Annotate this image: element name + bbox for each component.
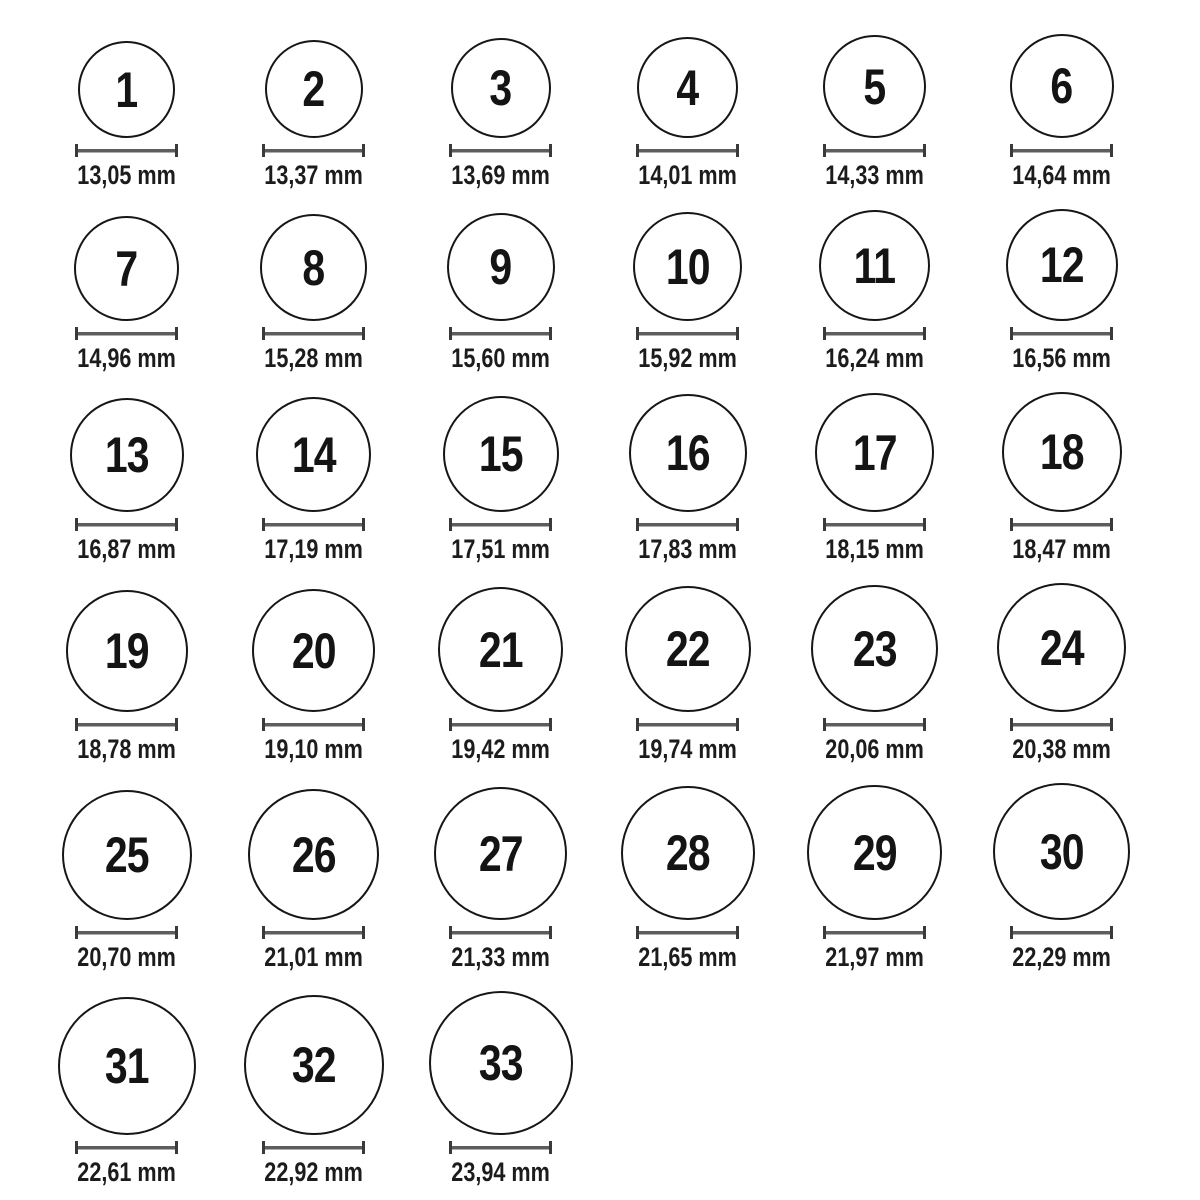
diameter-measure-bar	[636, 718, 739, 731]
ring-size-number: 33	[478, 1035, 523, 1092]
ring-size-cell	[33, 209, 220, 374]
diameter-label: 19,74 mm	[638, 734, 737, 765]
diameter-measure-bar	[75, 144, 178, 157]
ring-size-number: 9	[489, 239, 512, 296]
ring-circle	[621, 786, 755, 920]
diameter-label: 21,01 mm	[264, 942, 363, 973]
ring-size-cell	[33, 34, 220, 191]
diameter-measure-bar	[262, 518, 365, 531]
diameter-measure-bar	[262, 327, 365, 340]
ring-size-cell	[594, 34, 781, 191]
diameter-measure-bar	[636, 327, 739, 340]
ring-size-number: 31	[104, 1038, 149, 1095]
ring-size-cell	[220, 783, 407, 973]
ring-size-cell	[407, 34, 594, 191]
ring-size-cell	[220, 209, 407, 374]
ring-size-number: 3	[489, 60, 512, 116]
ring-size-number: 5	[863, 58, 886, 115]
ring-size-cell	[594, 209, 781, 374]
ring-size-number: 7	[115, 240, 138, 297]
ring-size-row	[33, 991, 1200, 1188]
ring-circle	[1010, 34, 1114, 138]
ring-circle	[637, 37, 738, 138]
ring-size-number: 27	[478, 825, 523, 882]
ring-size-number: 32	[291, 1037, 336, 1094]
ring-size-cell	[407, 583, 594, 765]
ring-circle	[451, 38, 551, 138]
ring-size-cell	[33, 392, 220, 565]
diameter-measure-bar	[449, 926, 552, 939]
ring-size-cell	[33, 783, 220, 973]
ring-size-number: 17	[852, 424, 897, 481]
diameter-label: 22,61 mm	[77, 1157, 176, 1188]
ring-size-number: 16	[665, 425, 710, 482]
ring-circle	[66, 590, 188, 712]
ring-circle	[447, 213, 555, 321]
ring-circle	[811, 585, 938, 712]
diameter-label: 13,69 mm	[451, 160, 550, 190]
ring-circle	[244, 995, 384, 1135]
diameter-label: 17,51 mm	[451, 534, 550, 565]
ring-circle	[248, 789, 379, 920]
diameter-measure-bar	[1010, 144, 1113, 157]
diameter-label: 16,56 mm	[1012, 343, 1111, 374]
ring-size-cell	[968, 209, 1155, 374]
ring-size-number: 22	[665, 621, 710, 678]
diameter-label: 13,05 mm	[77, 160, 176, 190]
ring-size-cell	[220, 392, 407, 565]
ring-size-number: 24	[1039, 619, 1084, 676]
ring-size-cell	[594, 583, 781, 765]
ring-circle	[625, 586, 751, 712]
diameter-label: 13,37 mm	[264, 160, 363, 190]
diameter-measure-bar	[636, 144, 739, 157]
ring-circle	[74, 216, 179, 321]
diameter-measure-bar	[1010, 926, 1113, 939]
ring-circle	[819, 210, 930, 321]
ring-size-number: 12	[1039, 237, 1084, 294]
ring-size-number: 11	[853, 237, 896, 294]
diameter-label: 15,60 mm	[451, 343, 550, 374]
diameter-measure-bar	[75, 1141, 178, 1154]
diameter-label: 21,33 mm	[451, 942, 550, 973]
diameter-label: 14,33 mm	[825, 160, 924, 190]
diameter-measure-bar	[449, 1141, 552, 1154]
diameter-measure-bar	[636, 926, 739, 939]
diameter-label: 14,64 mm	[1012, 160, 1111, 190]
diameter-measure-bar	[1010, 327, 1113, 340]
diameter-label: 15,28 mm	[264, 343, 363, 374]
ring-size-number: 30	[1039, 823, 1084, 880]
ring-circle	[429, 991, 573, 1135]
diameter-label: 19,10 mm	[264, 734, 363, 765]
ring-size-cell	[407, 392, 594, 565]
ring-size-number: 21	[478, 621, 523, 678]
ring-size-cell	[781, 783, 968, 973]
diameter-label: 17,83 mm	[638, 534, 737, 565]
diameter-label: 18,15 mm	[825, 534, 924, 565]
diameter-label: 18,78 mm	[77, 734, 176, 765]
diameter-measure-bar	[75, 926, 178, 939]
ring-size-cell	[781, 583, 968, 765]
diameter-measure-bar	[75, 327, 178, 340]
diameter-measure-bar	[449, 327, 552, 340]
ring-circle	[62, 790, 192, 920]
diameter-label: 21,97 mm	[825, 942, 924, 973]
ring-size-cell	[968, 392, 1155, 565]
diameter-measure-bar	[262, 144, 365, 157]
diameter-measure-bar	[823, 327, 926, 340]
ring-size-cell	[220, 991, 407, 1188]
ring-size-number: 29	[852, 824, 897, 881]
ring-size-cell	[407, 991, 594, 1188]
ring-circle	[265, 40, 363, 138]
ring-circle	[443, 396, 559, 512]
ring-size-cell	[33, 991, 220, 1188]
ring-circle	[70, 398, 184, 512]
ring-size-number: 8	[302, 239, 325, 296]
ring-size-cell	[220, 34, 407, 191]
diameter-measure-bar	[823, 926, 926, 939]
diameter-label: 16,87 mm	[77, 534, 176, 565]
ring-size-number: 25	[104, 827, 149, 884]
ring-size-number: 28	[665, 825, 710, 882]
ring-size-number: 19	[104, 623, 149, 680]
ring-circle	[993, 783, 1130, 920]
ring-size-cell	[407, 783, 594, 973]
diameter-measure-bar	[449, 518, 552, 531]
diameter-label: 14,96 mm	[77, 343, 176, 374]
diameter-label: 16,24 mm	[825, 343, 924, 374]
ring-size-cell	[407, 209, 594, 374]
diameter-label: 20,06 mm	[825, 734, 924, 765]
ring-size-cell	[781, 34, 968, 191]
ring-circle	[78, 41, 175, 138]
diameter-label: 18,47 mm	[1012, 534, 1111, 565]
diameter-measure-bar	[823, 518, 926, 531]
ring-size-cell	[781, 392, 968, 565]
diameter-label: 19,42 mm	[451, 734, 550, 765]
diameter-label: 20,70 mm	[77, 942, 176, 973]
ring-size-number: 15	[478, 426, 523, 483]
ring-size-number: 6	[1050, 58, 1073, 114]
ring-size-number: 18	[1039, 424, 1084, 481]
ring-circle	[633, 212, 742, 321]
diameter-measure-bar	[823, 718, 926, 731]
diameter-measure-bar	[636, 518, 739, 531]
ring-circle	[252, 589, 375, 712]
diameter-label: 23,94 mm	[451, 1157, 550, 1188]
diameter-measure-bar	[823, 144, 926, 157]
ring-circle	[1002, 392, 1122, 512]
ring-size-row	[33, 583, 1200, 765]
ring-size-row	[33, 392, 1200, 565]
diameter-measure-bar	[449, 144, 552, 157]
diameter-measure-bar	[262, 718, 365, 731]
diameter-label: 21,65 mm	[638, 942, 737, 973]
diameter-measure-bar	[449, 718, 552, 731]
diameter-measure-bar	[1010, 718, 1113, 731]
diameter-measure-bar	[75, 518, 178, 531]
ring-size-number: 23	[852, 620, 897, 677]
diameter-measure-bar	[262, 1141, 365, 1154]
ring-size-number: 13	[104, 427, 149, 484]
ring-circle	[434, 787, 567, 920]
ring-circle	[823, 35, 926, 138]
ring-circle	[807, 785, 942, 920]
ring-circle	[997, 583, 1126, 712]
ring-size-number: 26	[291, 826, 336, 883]
diameter-measure-bar	[262, 926, 365, 939]
diameter-label: 20,38 mm	[1012, 734, 1111, 765]
diameter-label: 17,19 mm	[264, 534, 363, 565]
ring-circle	[58, 997, 196, 1135]
diameter-label: 14,01 mm	[638, 160, 737, 190]
ring-circle	[438, 587, 563, 712]
ring-size-cell	[33, 583, 220, 765]
diameter-label: 15,92 mm	[638, 343, 737, 374]
diameter-label: 22,92 mm	[264, 1157, 363, 1188]
ring-size-cell	[781, 209, 968, 374]
ring-circle	[815, 393, 934, 512]
ring-size-number: 4	[676, 59, 699, 116]
ring-circle	[256, 397, 371, 512]
ring-size-cell	[968, 583, 1155, 765]
ring-size-cell	[968, 34, 1155, 191]
diameter-measure-bar	[75, 718, 178, 731]
ring-size-row	[33, 34, 1200, 191]
ring-circle	[629, 394, 747, 512]
ring-size-row	[33, 209, 1200, 374]
diameter-measure-bar	[1010, 518, 1113, 531]
ring-size-number: 2	[302, 61, 325, 117]
ring-size-row	[33, 783, 1200, 973]
ring-size-cell	[968, 783, 1155, 973]
ring-size-number: 1	[115, 61, 138, 118]
ring-size-cell	[220, 583, 407, 765]
ring-size-number: 20	[291, 622, 336, 679]
diameter-label: 22,29 mm	[1012, 942, 1111, 973]
ring-circle	[260, 214, 367, 321]
ring-circle	[1006, 209, 1118, 321]
ring-size-cell	[594, 783, 781, 973]
ring-size-number: 10	[665, 238, 710, 295]
ring-size-number: 14	[291, 426, 336, 483]
ring-size-cell	[594, 392, 781, 565]
